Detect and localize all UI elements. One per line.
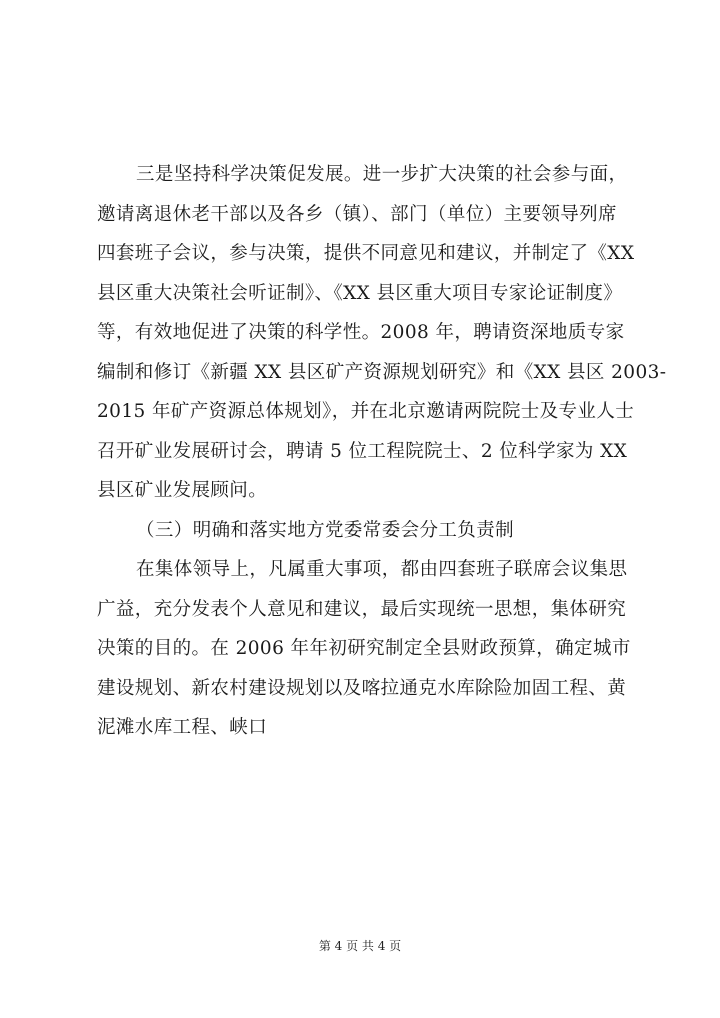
section-heading: （三）明确和落实地方党委常委会分工负责制 <box>136 519 515 541</box>
paragraph-line: 建设规划、新农村建设规划以及喀拉通克水库除险加固工程、黄 <box>97 677 627 699</box>
paragraph-line: 广益，充分发表个人意见和建议，最后实现统一思想，集体研究 <box>97 598 627 620</box>
paragraph-line: 编制和修订《新疆 XX 县区矿产资源规划研究》和《XX 县区 2003- <box>97 361 667 383</box>
paragraph-line: 召开矿业发展研讨会，聘请 5 位工程院院士、2 位科学家为 XX <box>97 440 628 462</box>
paragraph-line: 等，有效地促进了决策的科学性。2008 年，聘请资深地质专家 <box>97 322 625 343</box>
paragraph-line: 在集体领导上，凡属重大事项，都由四套班子联席会议集思 <box>136 559 628 580</box>
paragraph-line: 县区矿业发展顾问。 <box>97 480 268 501</box>
paragraph-line: 泥滩水库工程、峡口 <box>97 717 268 738</box>
paragraph-line: 决策的目的。在 2006 年年初研究制定全县财政预算，确定城市 <box>97 638 631 659</box>
paragraph-line: 四套班子会议，参与决策，提供不同意见和建议，并制定了《XX <box>97 243 635 264</box>
paragraph-line: 2015 年矿产资源总体规划》，并在北京邀请两院院士及专业人士 <box>97 401 635 422</box>
page-footer: 第 4 页 共 4 页 <box>318 939 402 953</box>
paragraph-line: 县区重大决策社会听证制》、《XX 县区重大项目专家论证制度》 <box>97 282 623 304</box>
paragraph-line: 三是坚持科学决策促发展。进一步扩大决策的社会参与面， <box>136 164 628 185</box>
document-body <box>97 155 667 748</box>
paragraph-line: 邀请离退休老干部以及各乡（镇）、部门（单位）主要领导列席 <box>97 203 617 225</box>
